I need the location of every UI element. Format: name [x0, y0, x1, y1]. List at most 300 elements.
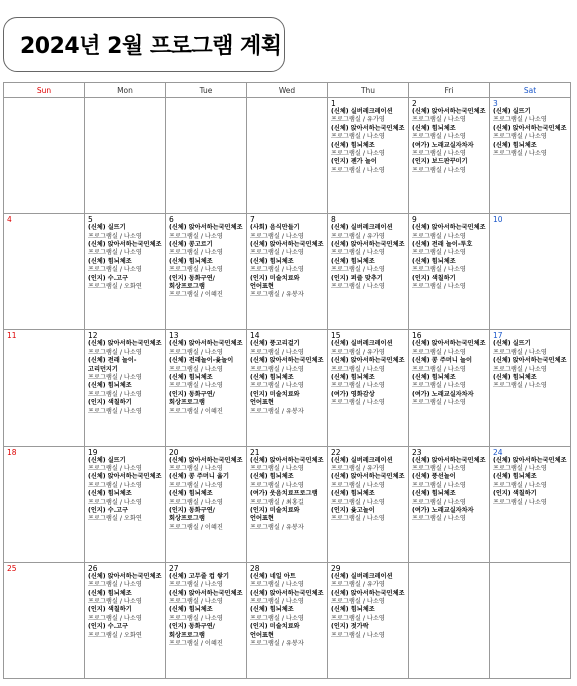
program-name: (인지) 수.고구	[88, 507, 129, 514]
program-location-teacher: 프로그램실 / 나소영	[88, 266, 142, 274]
program-item	[88, 457, 163, 474]
program-item	[493, 457, 568, 474]
program-name: (신체) 콩 주머니 옮기	[169, 473, 229, 481]
program-item	[331, 108, 406, 125]
program-item	[250, 590, 325, 607]
program-name: (신체) 힘뇌체조	[412, 374, 456, 381]
program-location-teacher: 프로그램실 / 나소영	[331, 133, 385, 141]
program-name: (신체) 앉아서하는국민체조	[250, 456, 324, 464]
program-name: (신체) 앉아서하는국민체조	[88, 340, 162, 348]
program-name: (신체) 실버레크레이션	[331, 572, 393, 580]
program-item	[331, 590, 406, 607]
program-name: (신체) 앉아서하는국민체조	[493, 456, 567, 464]
program-location-teacher: 프로그램실 / 오화연	[88, 631, 142, 639]
program-name: (신체) 앉아서하는국민체조	[493, 124, 567, 132]
program-item	[88, 258, 163, 275]
program-item	[88, 507, 163, 524]
program-item	[250, 507, 325, 532]
program-location-teacher: 프로그램실 / 나소영	[250, 249, 304, 257]
program-item	[169, 241, 244, 258]
program-name: (신체) 앉아서하는국민체조	[88, 473, 162, 481]
calendar-day-cell	[490, 214, 571, 330]
program-location-teacher: 프로그램실 / 나소영	[331, 498, 385, 506]
program-name: (인지) 색칠하기	[412, 274, 456, 282]
calendar-day-cell	[166, 330, 247, 446]
program-item	[331, 125, 406, 142]
program-item	[88, 590, 163, 607]
weekday-header-wed: Wed	[247, 83, 328, 98]
program-name: (신체) 앉아서하는국민체조	[88, 572, 162, 580]
day-number: 5	[88, 215, 93, 225]
program-location-teacher: 프로그램실 / 나소영	[88, 614, 142, 622]
program-location-teacher: 프로그램실 / 나소영	[412, 232, 466, 240]
program-location-teacher: 프로그램실 / 유가영	[331, 464, 385, 472]
program-location-teacher: 프로그램실 / 나소영	[412, 498, 466, 506]
program-name: (신체) 실뜨기	[493, 108, 531, 115]
program-location-teacher: 프로그램실 / 나소영	[88, 390, 142, 398]
program-item	[169, 457, 244, 474]
program-location-teacher: 프로그램실 / 나소영	[250, 382, 304, 390]
program-location-teacher: 프로그램실 / 나소영	[412, 515, 466, 523]
calendar-day-cell	[247, 98, 328, 214]
program-item	[169, 258, 244, 275]
program-name: (신체) 실뜨기	[88, 224, 126, 232]
calendar-day-cell	[166, 562, 247, 678]
program-location-teacher: 프로그램실 / 나소영	[331, 515, 385, 523]
program-item	[493, 357, 568, 374]
calendar-day-cell	[409, 98, 490, 214]
program-item	[493, 374, 568, 391]
program-item	[331, 224, 406, 241]
program-location-teacher: 프로그램실 / 나소영	[250, 365, 304, 373]
day-number: 19	[88, 447, 98, 457]
program-name: (인지) 보드판꾸미기	[412, 158, 468, 166]
program-location-teacher: 프로그램실 / 나소영	[331, 597, 385, 605]
program-location-teacher: 프로그램실 / 나소영	[88, 348, 142, 356]
program-location-teacher: 프로그램실 / 나소영	[493, 498, 547, 506]
page-title: 2024년 2월 프로그램 계획	[20, 34, 282, 59]
program-name: (인지) 퍼즐 맞추기	[331, 274, 383, 282]
weekday-header-mon: Mon	[85, 83, 166, 98]
program-location-teacher: 프로그램실 / 유가영	[331, 232, 385, 240]
program-item	[88, 490, 163, 507]
program-location-teacher: 프로그램실 / 나소영	[169, 249, 223, 257]
program-location-teacher: 프로그램실 / 유가영	[331, 116, 385, 124]
program-item	[412, 142, 487, 159]
day-number: 1	[331, 99, 336, 108]
program-item	[331, 606, 406, 623]
calendar-day-cell	[85, 98, 166, 214]
program-item	[331, 457, 406, 474]
program-location-teacher: 프로그램실 / 나소영	[88, 581, 142, 589]
program-location-teacher: 프로그램실 / 나소영	[412, 348, 466, 356]
program-name: (신체) 힘뇌체조	[88, 382, 132, 390]
program-item	[169, 507, 244, 532]
program-item	[169, 275, 244, 300]
program-item	[331, 623, 406, 640]
program-item	[88, 623, 163, 640]
program-item	[493, 125, 568, 142]
program-location-teacher: 프로그램실 / 나소영	[412, 266, 466, 274]
day-number: 13	[169, 331, 179, 341]
program-name: (신체) 힘뇌체조	[169, 374, 213, 381]
program-location-teacher: 프로그램실 / 이혜진	[169, 640, 223, 647]
program-item	[493, 490, 568, 507]
program-item	[331, 473, 406, 490]
weekday-header-fri: Fri	[409, 83, 490, 98]
program-name: (신체) 앉아서하는국민체조	[412, 340, 486, 348]
program-name: (신체) 실버레크레이션	[331, 340, 393, 348]
day-number: 27	[169, 563, 179, 573]
program-location-teacher: 프로그램실 / 나소영	[331, 249, 385, 257]
program-location-teacher: 프로그램실 / 나소영	[250, 597, 304, 605]
calendar-week-row	[4, 330, 571, 446]
program-name: (인지) 미술치료와 언어표현	[250, 390, 300, 407]
program-location-teacher: 프로그램실 / 나소영	[331, 614, 385, 622]
program-location-teacher: 프로그램실 / 나소영	[412, 464, 466, 472]
program-item	[250, 490, 325, 507]
program-name: (인지) 동화구연/회상프로그램	[169, 274, 215, 291]
program-location-teacher: 프로그램실 / 나소영	[331, 266, 385, 274]
calendar-table	[3, 82, 571, 679]
program-location-teacher: 프로그램실 / 나소영	[169, 348, 223, 356]
weekday-header-sat: Sat	[490, 83, 571, 98]
day-number: 20	[169, 447, 179, 457]
program-name: (신체) 앉아서하는국민체조	[331, 241, 405, 248]
program-name: (여가) 노래교실자차자	[412, 507, 474, 514]
title-box	[3, 17, 285, 72]
program-location-teacher: 프로그램실 / 나소영	[493, 365, 547, 373]
program-location-teacher: 프로그램실 / 나소영	[412, 283, 466, 291]
program-item	[169, 391, 244, 416]
day-number: 10	[493, 215, 503, 225]
program-name: (인지) 동화구연/회상프로그램	[169, 507, 215, 523]
program-item	[412, 241, 487, 258]
program-item	[331, 241, 406, 258]
program-item	[88, 606, 163, 623]
program-name: (여가) 웃음치료프로그램	[250, 490, 318, 498]
program-item	[412, 391, 487, 408]
program-name: (신체) 힘뇌체조	[250, 374, 294, 381]
program-item	[88, 340, 163, 357]
program-location-teacher: 프로그램실 / 나소영	[412, 133, 466, 141]
program-item	[331, 275, 406, 292]
program-name: (인지) 동화구연/회상프로그램	[169, 623, 215, 639]
program-location-teacher: 프로그램실 / 유봉자	[250, 640, 304, 647]
calendar-day-cell	[4, 446, 85, 562]
program-name: (신체) 힘뇌체조	[169, 257, 213, 265]
program-item	[169, 623, 244, 648]
program-name: (신체) 풍고리걸기	[250, 340, 300, 348]
program-item	[412, 258, 487, 275]
program-location-teacher: 프로그램실 / 나소영	[493, 133, 547, 141]
program-item	[250, 275, 325, 300]
calendar-day-cell	[85, 330, 166, 446]
program-location-teacher: 프로그램실 / 나소영	[88, 597, 142, 605]
program-location-teacher: 프로그램실 / 유가영	[331, 348, 385, 356]
program-item	[412, 125, 487, 142]
program-item	[412, 473, 487, 490]
program-location-teacher: 프로그램실 / 나소영	[493, 348, 547, 356]
program-item	[331, 507, 406, 524]
program-name: (신체) 힘뇌체조	[88, 257, 132, 265]
calendar-day-cell	[247, 446, 328, 562]
program-location-teacher: 프로그램실 / 나소영	[169, 266, 223, 274]
weekday-header-sun: Sun	[4, 83, 85, 98]
program-item	[412, 158, 487, 175]
calendar-day-cell	[328, 330, 409, 446]
program-location-teacher: 프로그램실 / 나소영	[493, 481, 547, 489]
weekday-header-thu: Thu	[328, 83, 409, 98]
program-location-teacher: 프로그램실 / 나소영	[412, 249, 466, 257]
program-name: (신체) 앉아서하는국민체조	[412, 224, 486, 232]
calendar-week-row	[4, 446, 571, 562]
program-name: (신체) 힘뇌체조	[331, 374, 375, 381]
program-name: (인지) 미술치료와 언어표현	[250, 507, 300, 523]
program-item	[250, 623, 325, 648]
program-name: (신체) 콩고르기	[169, 241, 213, 248]
program-item	[331, 490, 406, 507]
day-number: 9	[412, 215, 417, 225]
day-number: 24	[493, 447, 503, 457]
program-item	[331, 258, 406, 275]
calendar-day-cell	[247, 214, 328, 330]
program-name: (인지) 동화구연/회상프로그램	[169, 390, 215, 407]
day-number: 25	[7, 563, 17, 573]
program-location-teacher: 프로그램실 / 나소영	[88, 249, 142, 257]
calendar-day-cell	[247, 330, 328, 446]
program-item	[331, 391, 406, 408]
program-location-teacher: 프로그램실 / 나소영	[169, 365, 223, 373]
program-name: (신체) 앉아서하는국민체조	[169, 340, 243, 348]
day-number: 18	[7, 447, 17, 457]
program-item	[412, 275, 487, 292]
calendar-day-cell	[247, 562, 328, 678]
program-name: (신체) 앉아서하는국민체조	[250, 357, 324, 365]
program-name: (신체) 앉아서하는국민체조	[250, 589, 324, 597]
day-number: 22	[331, 447, 341, 457]
calendar-day-cell	[409, 214, 490, 330]
weekday-header-row	[4, 83, 571, 98]
program-name: (신체) 힘뇌체조	[412, 490, 456, 498]
program-name: (인지) 색칠하기	[88, 606, 132, 614]
program-name: (신체) 앉아서하는국민체조	[169, 456, 243, 464]
calendar-day-cell	[85, 446, 166, 562]
program-item	[331, 158, 406, 175]
program-item	[331, 340, 406, 357]
program-item	[88, 275, 163, 292]
day-number: 4	[7, 215, 12, 225]
program-location-teacher: 프로그램실 / 나소영	[412, 365, 466, 373]
program-name: (신체) 힘뇌체조	[250, 257, 294, 265]
program-item	[331, 374, 406, 391]
program-name: (인지) 젓가락	[331, 623, 369, 631]
program-item	[250, 391, 325, 416]
program-item	[250, 374, 325, 391]
program-name: (신체) 힘뇌체조	[331, 490, 375, 498]
program-location-teacher: 프로그램실 / 유봉자	[250, 523, 304, 531]
day-number: 26	[88, 563, 98, 573]
calendar-day-cell	[4, 562, 85, 678]
program-item	[88, 224, 163, 241]
day-number: 17	[493, 331, 503, 341]
program-item	[169, 606, 244, 623]
program-item	[331, 357, 406, 374]
program-location-teacher: 프로그램실 / 나소영	[88, 481, 142, 489]
program-location-teacher: 프로그램실 / 나소영	[169, 581, 223, 589]
program-name: (신체) 힘뇌체조	[250, 606, 294, 614]
program-location-teacher: 프로그램실 / 나소영	[169, 382, 223, 390]
day-number: 7	[250, 215, 255, 225]
program-name: (신체) 네일 아트	[250, 572, 296, 580]
day-number: 6	[169, 215, 174, 225]
calendar-day-cell	[4, 330, 85, 446]
program-location-teacher: 프로그램실 / 유봉자	[250, 291, 304, 299]
calendar-day-cell	[328, 214, 409, 330]
program-name: (인지) 색칠하기	[88, 399, 132, 407]
program-item	[88, 357, 163, 382]
program-location-teacher: 프로그램실 / 나소영	[88, 464, 142, 472]
program-item	[250, 573, 325, 590]
program-name: (신체) 앉아서하는국민체조	[412, 108, 486, 115]
program-item	[169, 573, 244, 590]
program-location-teacher: 프로그램실 / 나소영	[169, 614, 223, 622]
program-location-teacher: 프로그램실 / 나소영	[88, 498, 142, 506]
day-number: 15	[331, 331, 341, 341]
program-location-teacher: 프로그램실 / 나소영	[412, 116, 466, 124]
program-location-teacher: 프로그램실 / 나소영	[331, 382, 385, 390]
program-name: (신체) 힘뇌체조	[412, 124, 456, 132]
program-location-teacher: 프로그램실 / 나소영	[493, 464, 547, 472]
program-location-teacher: 프로그램실 / 나소영	[493, 116, 547, 124]
program-name: (신체) 앉아서하는국민체조	[412, 456, 486, 464]
program-name: (여가) 노래교실자차자	[412, 141, 474, 149]
program-location-teacher: 프로그램실 / 나소영	[331, 365, 385, 373]
program-item	[250, 340, 325, 357]
program-location-teacher: 프로그램실 / 나소영	[412, 166, 466, 174]
program-location-teacher: 프로그램실 / 나소영	[169, 597, 223, 605]
program-name: (인지) 미술치료와 언어표현	[250, 623, 300, 639]
program-name: (신체) 힘뇌체조	[169, 606, 213, 614]
program-location-teacher: 프로그램실 / 오화연	[88, 283, 142, 291]
program-name: (인지) 색칠하기	[493, 490, 537, 498]
calendar-day-cell	[85, 562, 166, 678]
program-item	[250, 258, 325, 275]
calendar-day-cell	[409, 562, 490, 678]
calendar-day-cell	[4, 214, 85, 330]
program-location-teacher: 프로그램실 / 유봉자	[250, 407, 304, 415]
program-name: (신체) 실버레크레이션	[331, 456, 393, 464]
program-name: (신체) 실버레크레이션	[331, 224, 393, 232]
program-item	[412, 340, 487, 357]
program-location-teacher: 프로그램실 / 나소영	[331, 150, 385, 158]
program-item	[331, 573, 406, 590]
program-item	[169, 490, 244, 507]
program-item	[412, 507, 487, 524]
program-location-teacher: 프로그램실 / 나소영	[412, 399, 466, 407]
program-item	[250, 357, 325, 374]
program-name: (신체) 힘뇌체조	[331, 606, 375, 614]
program-location-teacher: 프로그램실 / 나소영	[169, 232, 223, 240]
program-location-teacher: 프로그램실 / 나소영	[250, 614, 304, 622]
program-location-teacher: 프로그램실 / 나소영	[331, 283, 385, 291]
program-item	[169, 473, 244, 490]
program-location-teacher: 프로그램실 / 나소영	[331, 399, 385, 407]
program-location-teacher: 프로그램실 / 나소영	[169, 464, 223, 472]
program-name: (인지) 윷고놀이	[331, 507, 375, 514]
program-item	[169, 224, 244, 241]
program-name: (신체) 풍선놀이	[412, 473, 456, 481]
program-item	[169, 357, 244, 374]
program-name: (신체) 실버레크레이션	[331, 108, 393, 115]
program-location-teacher: 프로그램실 / 나소영	[331, 166, 385, 174]
day-number: 16	[412, 331, 422, 341]
program-item	[88, 382, 163, 399]
program-item	[250, 606, 325, 623]
program-name: (신체) 힘뇌체조	[331, 257, 375, 265]
program-item	[250, 473, 325, 490]
program-location-teacher: 프로그램실 / 나소영	[412, 481, 466, 489]
calendar-week-row	[4, 98, 571, 214]
calendar-day-cell	[328, 446, 409, 562]
program-item	[88, 399, 163, 416]
program-location-teacher: 프로그램실 / 나소영	[250, 232, 304, 240]
calendar-day-cell	[328, 98, 409, 214]
calendar-day-cell	[490, 446, 571, 562]
program-name: (신체) 전래놀이-윷놀이	[169, 357, 234, 365]
calendar-day-cell	[490, 330, 571, 446]
program-location-teacher: 프로그램실 / 나소영	[412, 382, 466, 390]
calendar-day-cell	[409, 330, 490, 446]
program-item	[250, 224, 325, 241]
program-item	[412, 374, 487, 391]
program-item	[88, 241, 163, 258]
program-name: (신체) 앉아서하는국민체조	[169, 589, 243, 597]
program-location-teacher: 프로그램실 / 나소영	[493, 382, 547, 390]
day-number: 3	[493, 99, 498, 108]
program-item	[412, 490, 487, 507]
program-item	[88, 573, 163, 590]
program-location-teacher: 프로그램실 / 나소영	[250, 464, 304, 472]
weekday-header-tue: Tue	[166, 83, 247, 98]
calendar-day-cell	[166, 98, 247, 214]
day-number: 29	[331, 563, 341, 573]
program-name: (신체) 힘뇌체조	[88, 490, 132, 498]
program-name: (인지) 미술치료와 언어표현	[250, 274, 300, 291]
program-item	[169, 340, 244, 357]
program-item	[412, 224, 487, 241]
program-item	[493, 473, 568, 490]
program-location-teacher: 프로그램실 / 나소영	[88, 232, 142, 240]
program-location-teacher: 프로그램실 / 오화연	[88, 515, 142, 523]
program-item	[88, 473, 163, 490]
program-name: (신체) 전래 놀이-투호	[412, 241, 473, 248]
program-item	[169, 590, 244, 607]
program-name: (인지) 수.고구	[88, 623, 129, 631]
program-location-teacher: 프로그램실 / 이혜진	[169, 523, 223, 531]
program-name: (여가) 노래교실자차자	[412, 390, 474, 398]
program-name: (신체) 앉아서하는국민체조	[331, 357, 405, 365]
program-name: (신체) 전래 놀이-고리던지기	[88, 357, 137, 373]
calendar-day-cell	[490, 562, 571, 678]
program-name: (여가) 영화감상	[331, 390, 375, 398]
program-name: (신체) 앉아서하는국민체조	[493, 357, 567, 365]
program-name: (신체) 콩 주머니 놀이	[412, 357, 472, 365]
program-name: (신체) 실뜨기	[88, 456, 126, 464]
program-name: (신체) 힘뇌체조	[250, 473, 294, 481]
calendar-day-cell	[328, 562, 409, 678]
program-location-teacher: 프로그램실 / 이혜진	[169, 407, 223, 415]
